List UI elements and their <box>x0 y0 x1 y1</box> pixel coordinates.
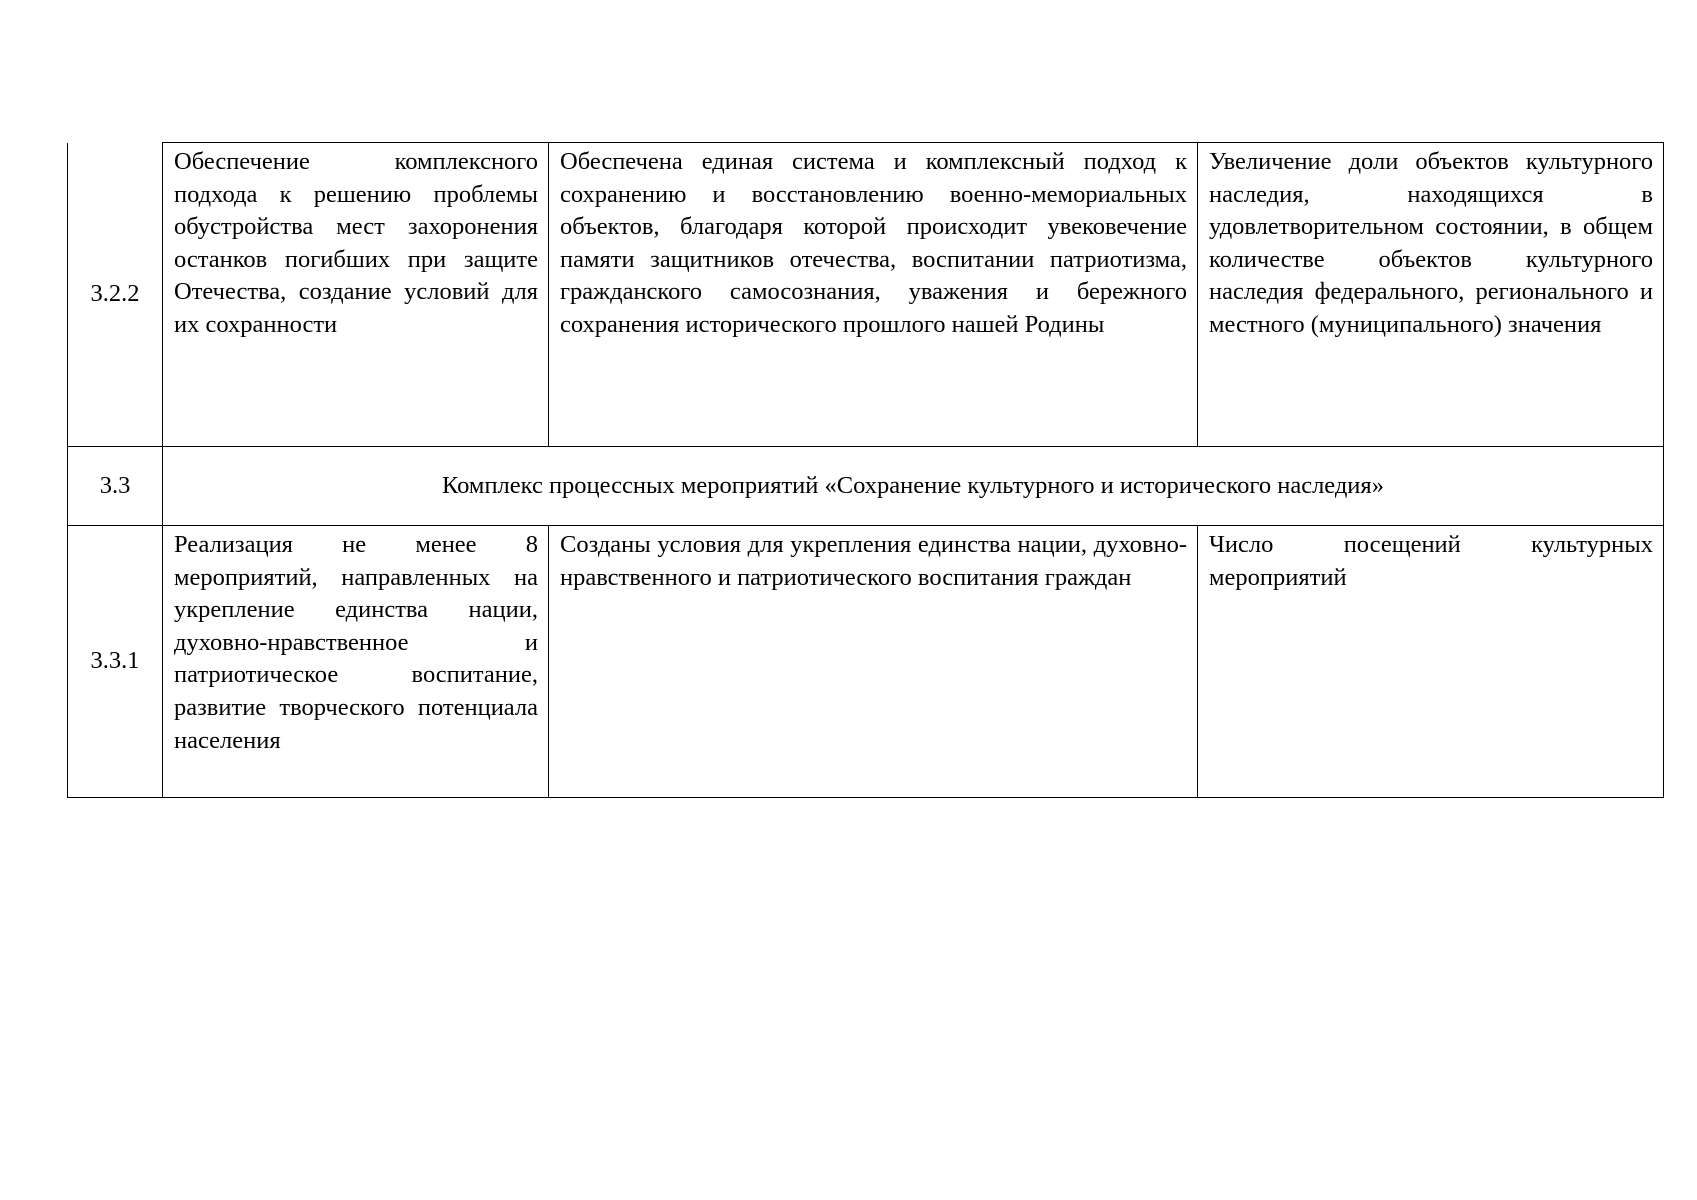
result-cell: Обеспечена единая система и комплексный подход к сохранению и восстановлению военно-мемориальных объектов, благодаря которой происходит увековечение памяти защитников отечества, воспитании патриотизма, гражданского самосознания, уважения и бережного сохранения исторического прошлого нашей Родины <box>549 143 1198 447</box>
section-row <box>68 447 1664 526</box>
task-cell: Реализация не менее 8 мероприятий, направленных на укрепление единства нации, духовно-нравственное и патриотическое воспитание, развитие творческого потенциала населения <box>163 526 549 798</box>
table-row <box>68 143 1664 447</box>
task-cell: Обеспечение комплексного подхода к решению проблемы обустройства мест захоронения останков погибших при защите Отечества, создание условий для их сохранности <box>163 143 549 447</box>
row-number: 3.3 <box>68 447 163 526</box>
indicator-cell: Увеличение доли объектов культурного наследия, находящихся в удовлетворительном состоянии, в общем количестве объектов культурного наследия федерального, регионального и местного (муниципального) значения <box>1198 143 1664 447</box>
table-row <box>68 526 1664 798</box>
row-number: 3.3.1 <box>68 526 163 798</box>
result-cell: Созданы условия для укрепления единства нации, духовно-нравственного и патриотического воспитания граждан <box>549 526 1198 798</box>
section-title: Комплекс процессных мероприятий «Сохранение культурного и исторического наследия» <box>163 447 1664 526</box>
measures-table <box>67 142 1664 798</box>
row-number: 3.2.2 <box>68 143 163 447</box>
indicator-cell: Число посещений культурных мероприятий <box>1198 526 1664 798</box>
